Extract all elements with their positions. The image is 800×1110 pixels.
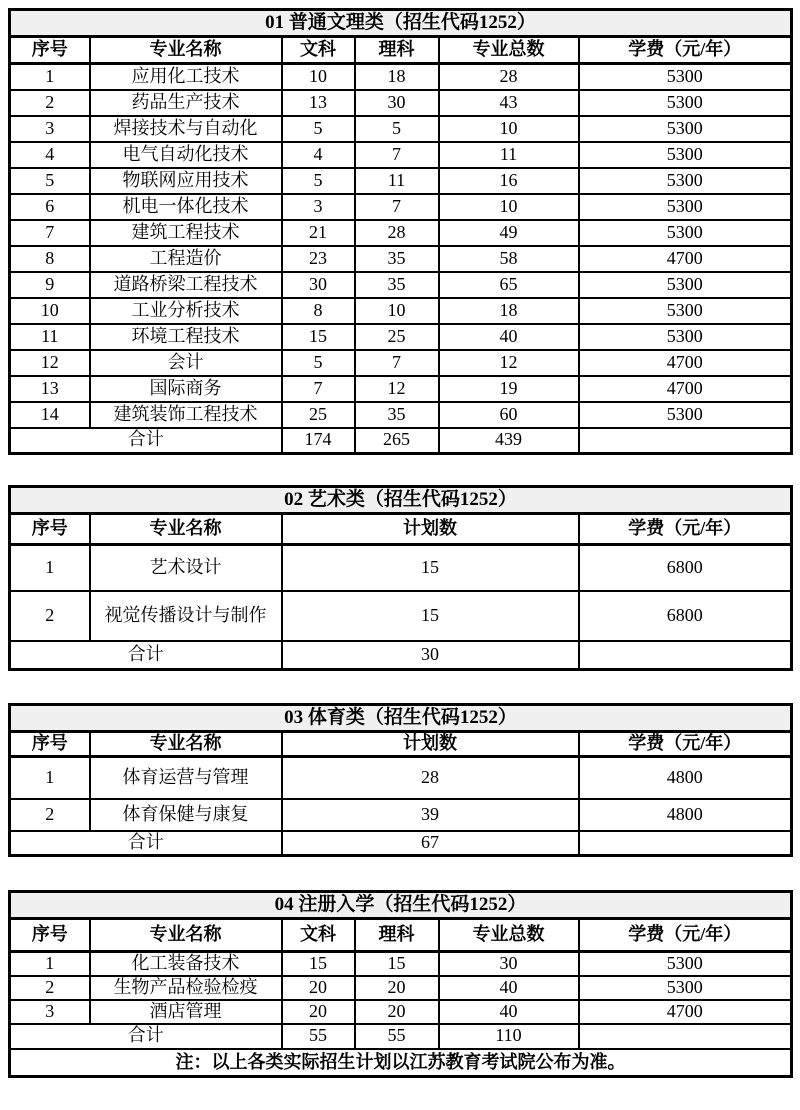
major-name-cell: 机电一体化技术 bbox=[90, 194, 282, 220]
data-cell: 43 bbox=[439, 90, 579, 116]
serial-cell: 9 bbox=[10, 272, 90, 298]
serial-cell: 13 bbox=[10, 376, 90, 402]
data-cell: 5 bbox=[355, 116, 439, 142]
data-cell: 5300 bbox=[579, 194, 792, 220]
plan-table-03 bbox=[8, 703, 793, 857]
table-row bbox=[10, 298, 792, 324]
column-header: 理科 bbox=[355, 37, 439, 64]
serial-cell: 8 bbox=[10, 246, 90, 272]
total-label: 合计 bbox=[10, 641, 282, 670]
column-header: 文科 bbox=[282, 37, 355, 64]
column-header: 计划数 bbox=[282, 732, 579, 757]
data-cell: 60 bbox=[439, 402, 579, 428]
header-row bbox=[10, 514, 792, 545]
data-cell: 5300 bbox=[579, 324, 792, 350]
data-cell: 40 bbox=[439, 976, 579, 1000]
data-cell: 15 bbox=[282, 324, 355, 350]
column-header: 序号 bbox=[10, 37, 90, 64]
major-name-cell: 药品生产技术 bbox=[90, 90, 282, 116]
column-header: 理科 bbox=[355, 919, 439, 952]
column-header: 文科 bbox=[282, 919, 355, 952]
data-cell: 15 bbox=[282, 591, 579, 641]
total-cell bbox=[579, 641, 792, 670]
data-cell: 20 bbox=[355, 976, 439, 1000]
data-cell: 23 bbox=[282, 246, 355, 272]
data-cell: 28 bbox=[355, 220, 439, 246]
data-cell: 25 bbox=[282, 402, 355, 428]
data-cell: 10 bbox=[439, 116, 579, 142]
data-cell: 5300 bbox=[579, 116, 792, 142]
major-name-cell: 艺术设计 bbox=[90, 545, 282, 591]
data-cell: 15 bbox=[355, 952, 439, 976]
data-cell: 5 bbox=[282, 168, 355, 194]
data-cell: 13 bbox=[282, 90, 355, 116]
data-cell: 5300 bbox=[579, 90, 792, 116]
data-cell: 15 bbox=[282, 952, 355, 976]
total-cell: 265 bbox=[355, 428, 439, 454]
total-cell: 174 bbox=[282, 428, 355, 454]
total-cell: 67 bbox=[282, 831, 579, 856]
table-row bbox=[10, 220, 792, 246]
note-row bbox=[10, 1049, 792, 1077]
header-row bbox=[10, 919, 792, 952]
major-name-cell: 环境工程技术 bbox=[90, 324, 282, 350]
table-row bbox=[10, 194, 792, 220]
table-row bbox=[10, 116, 792, 142]
column-header: 学费（元/年） bbox=[579, 919, 792, 952]
data-cell: 5300 bbox=[579, 168, 792, 194]
table-row bbox=[10, 90, 792, 116]
data-cell: 49 bbox=[439, 220, 579, 246]
serial-cell: 1 bbox=[10, 952, 90, 976]
major-name-cell: 工程造价 bbox=[90, 246, 282, 272]
major-name-cell: 建筑装饰工程技术 bbox=[90, 402, 282, 428]
column-header: 专业总数 bbox=[439, 919, 579, 952]
data-cell: 30 bbox=[282, 272, 355, 298]
data-cell: 18 bbox=[355, 64, 439, 90]
data-cell: 30 bbox=[439, 952, 579, 976]
column-header: 专业名称 bbox=[90, 514, 282, 545]
total-cell bbox=[579, 1024, 792, 1049]
data-cell: 5 bbox=[282, 350, 355, 376]
plan-table-01 bbox=[8, 8, 793, 455]
total-cell: 30 bbox=[282, 641, 579, 670]
table-row bbox=[10, 402, 792, 428]
table-title: 03 体育类（招生代码1252） bbox=[10, 705, 792, 732]
table-row bbox=[10, 757, 792, 799]
table-row bbox=[10, 799, 792, 831]
serial-cell: 6 bbox=[10, 194, 90, 220]
serial-cell: 10 bbox=[10, 298, 90, 324]
table-row bbox=[10, 591, 792, 641]
total-label: 合计 bbox=[10, 831, 282, 856]
major-name-cell: 应用化工技术 bbox=[90, 64, 282, 90]
data-cell: 5300 bbox=[579, 976, 792, 1000]
column-header: 专业名称 bbox=[90, 732, 282, 757]
total-row bbox=[10, 641, 792, 670]
data-cell: 20 bbox=[355, 1000, 439, 1024]
total-row bbox=[10, 831, 792, 856]
header-row bbox=[10, 732, 792, 757]
data-cell: 10 bbox=[439, 194, 579, 220]
serial-cell: 14 bbox=[10, 402, 90, 428]
table-row bbox=[10, 64, 792, 90]
major-name-cell: 建筑工程技术 bbox=[90, 220, 282, 246]
title-row bbox=[10, 487, 792, 514]
data-cell: 21 bbox=[282, 220, 355, 246]
table-title: 01 普通文理类（招生代码1252） bbox=[10, 10, 792, 37]
column-header: 序号 bbox=[10, 919, 90, 952]
data-cell: 30 bbox=[355, 90, 439, 116]
serial-cell: 2 bbox=[10, 799, 90, 831]
table-row bbox=[10, 350, 792, 376]
column-header: 序号 bbox=[10, 514, 90, 545]
table-row bbox=[10, 142, 792, 168]
serial-cell: 4 bbox=[10, 142, 90, 168]
major-name-cell: 视觉传播设计与制作 bbox=[90, 591, 282, 641]
table-title: 04 注册入学（招生代码1252） bbox=[10, 892, 792, 919]
total-cell: 55 bbox=[282, 1024, 355, 1049]
table-row bbox=[10, 1000, 792, 1024]
data-cell: 7 bbox=[282, 376, 355, 402]
data-cell: 19 bbox=[439, 376, 579, 402]
total-label: 合计 bbox=[10, 1024, 282, 1049]
data-cell: 12 bbox=[439, 350, 579, 376]
table-row bbox=[10, 545, 792, 591]
data-cell: 5300 bbox=[579, 64, 792, 90]
data-cell: 10 bbox=[282, 64, 355, 90]
tables-root bbox=[8, 8, 800, 1078]
major-name-cell: 体育运营与管理 bbox=[90, 757, 282, 799]
total-label: 合计 bbox=[10, 428, 282, 454]
data-cell: 35 bbox=[355, 402, 439, 428]
table-row bbox=[10, 272, 792, 298]
data-cell: 10 bbox=[355, 298, 439, 324]
data-cell: 5300 bbox=[579, 298, 792, 324]
total-cell: 439 bbox=[439, 428, 579, 454]
note-text: 注：以上各类实际招生计划以江苏教育考试院公布为准。 bbox=[10, 1049, 792, 1077]
data-cell: 4 bbox=[282, 142, 355, 168]
column-header: 专业名称 bbox=[90, 919, 282, 952]
major-name-cell: 化工装备技术 bbox=[90, 952, 282, 976]
title-row bbox=[10, 705, 792, 732]
serial-cell: 3 bbox=[10, 116, 90, 142]
data-cell: 5 bbox=[282, 116, 355, 142]
serial-cell: 2 bbox=[10, 591, 90, 641]
data-cell: 28 bbox=[282, 757, 579, 799]
major-name-cell: 会计 bbox=[90, 350, 282, 376]
data-cell: 35 bbox=[355, 272, 439, 298]
data-cell: 7 bbox=[355, 142, 439, 168]
column-header: 专业名称 bbox=[90, 37, 282, 64]
table-row bbox=[10, 246, 792, 272]
major-name-cell: 酒店管理 bbox=[90, 1000, 282, 1024]
total-cell: 110 bbox=[439, 1024, 579, 1049]
major-name-cell: 道路桥梁工程技术 bbox=[90, 272, 282, 298]
table-row bbox=[10, 952, 792, 976]
table-row bbox=[10, 324, 792, 350]
total-cell: 55 bbox=[355, 1024, 439, 1049]
data-cell: 5300 bbox=[579, 272, 792, 298]
data-cell: 4700 bbox=[579, 376, 792, 402]
data-cell: 40 bbox=[439, 324, 579, 350]
data-cell: 4700 bbox=[579, 1000, 792, 1024]
data-cell: 11 bbox=[439, 142, 579, 168]
major-name-cell: 工业分析技术 bbox=[90, 298, 282, 324]
data-cell: 11 bbox=[355, 168, 439, 194]
data-cell: 4800 bbox=[579, 799, 792, 831]
title-row bbox=[10, 892, 792, 919]
total-cell bbox=[579, 831, 792, 856]
major-name-cell: 焊接技术与自动化 bbox=[90, 116, 282, 142]
data-cell: 16 bbox=[439, 168, 579, 194]
column-header: 序号 bbox=[10, 732, 90, 757]
serial-cell: 11 bbox=[10, 324, 90, 350]
table-row bbox=[10, 376, 792, 402]
data-cell: 28 bbox=[439, 64, 579, 90]
serial-cell: 3 bbox=[10, 1000, 90, 1024]
data-cell: 25 bbox=[355, 324, 439, 350]
major-name-cell: 电气自动化技术 bbox=[90, 142, 282, 168]
column-header: 学费（元/年） bbox=[579, 37, 792, 64]
serial-cell: 5 bbox=[10, 168, 90, 194]
plan-table-04 bbox=[8, 890, 793, 1078]
serial-cell: 1 bbox=[10, 545, 90, 591]
data-cell: 4700 bbox=[579, 350, 792, 376]
data-cell: 15 bbox=[282, 545, 579, 591]
data-cell: 6800 bbox=[579, 591, 792, 641]
data-cell: 4800 bbox=[579, 757, 792, 799]
data-cell: 12 bbox=[355, 376, 439, 402]
table-row bbox=[10, 168, 792, 194]
serial-cell: 1 bbox=[10, 757, 90, 799]
data-cell: 4700 bbox=[579, 246, 792, 272]
column-header: 学费（元/年） bbox=[579, 732, 792, 757]
data-cell: 58 bbox=[439, 246, 579, 272]
major-name-cell: 国际商务 bbox=[90, 376, 282, 402]
data-cell: 5300 bbox=[579, 220, 792, 246]
column-header: 专业总数 bbox=[439, 37, 579, 64]
table-row bbox=[10, 976, 792, 1000]
serial-cell: 12 bbox=[10, 350, 90, 376]
data-cell: 3 bbox=[282, 194, 355, 220]
data-cell: 7 bbox=[355, 194, 439, 220]
major-name-cell: 物联网应用技术 bbox=[90, 168, 282, 194]
data-cell: 5300 bbox=[579, 402, 792, 428]
table-title: 02 艺术类（招生代码1252） bbox=[10, 487, 792, 514]
serial-cell: 2 bbox=[10, 90, 90, 116]
data-cell: 5300 bbox=[579, 952, 792, 976]
total-row bbox=[10, 1024, 792, 1049]
total-row bbox=[10, 428, 792, 454]
data-cell: 35 bbox=[355, 246, 439, 272]
data-cell: 6800 bbox=[579, 545, 792, 591]
header-row bbox=[10, 37, 792, 64]
data-cell: 20 bbox=[282, 976, 355, 1000]
data-cell: 18 bbox=[439, 298, 579, 324]
column-header: 学费（元/年） bbox=[579, 514, 792, 545]
data-cell: 5300 bbox=[579, 142, 792, 168]
data-cell: 40 bbox=[439, 1000, 579, 1024]
data-cell: 20 bbox=[282, 1000, 355, 1024]
title-row bbox=[10, 10, 792, 37]
major-name-cell: 体育保健与康复 bbox=[90, 799, 282, 831]
data-cell: 8 bbox=[282, 298, 355, 324]
data-cell: 7 bbox=[355, 350, 439, 376]
serial-cell: 2 bbox=[10, 976, 90, 1000]
column-header: 计划数 bbox=[282, 514, 579, 545]
plan-table-02 bbox=[8, 485, 793, 671]
major-name-cell: 生物产品检验检疫 bbox=[90, 976, 282, 1000]
serial-cell: 1 bbox=[10, 64, 90, 90]
total-cell bbox=[579, 428, 792, 454]
data-cell: 39 bbox=[282, 799, 579, 831]
serial-cell: 7 bbox=[10, 220, 90, 246]
data-cell: 65 bbox=[439, 272, 579, 298]
